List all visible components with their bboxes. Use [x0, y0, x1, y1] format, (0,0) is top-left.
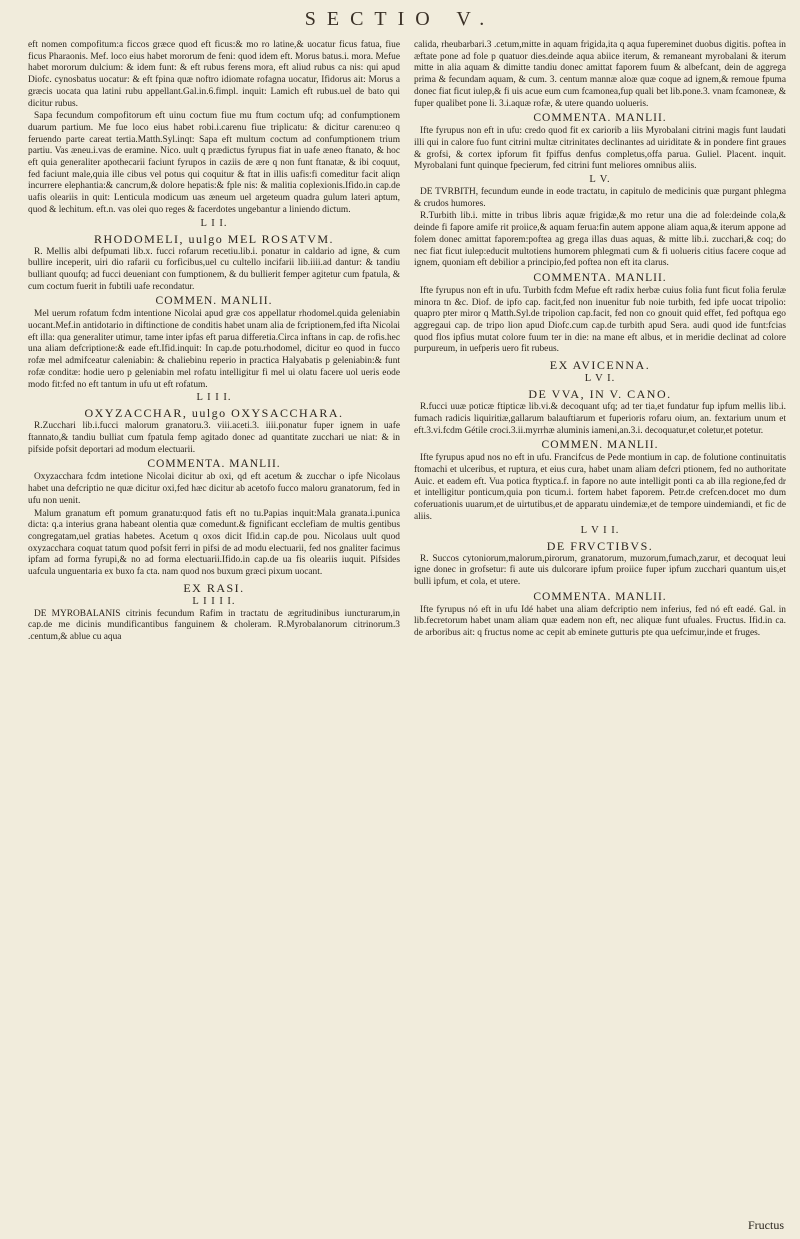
left-column	[28, 40, 400, 645]
paragraph: Malum granatum eft pomum granatu:quod fatis eft no tu.Papias inquit:Mala granata.i.punica dicta: q.a interius grana habeant olentia quæ comedunt.& fignificant ecclefiam de multis gentibus congregatam,uel gratias habetes. Acetum q oxos dicit Ifid.in cap.de pou. Nicolaus uult quod oxyzacchara coquat tatum quod pofsit ferri in pifsi de ad modu electuarii, fed nos gnaliter facimus ipfam ad forma fyrupi,& no ad forma electuarii.Ifido.in cap.de ua fis oleariis iuquit. Pifsides uafcula unguentaria ex buxo fa cta. nam quod nos buxum græci pixum uocant.	[28, 508, 400, 578]
section-number: L I I.	[200, 217, 228, 229]
paragraph: Ifte fyrupus nó eft in ufu Idé habet una aliam defcriptio nem inferius, fed nó eft eadé. Gal. in lib.fecretorum habet unam aliam quæ eadem non eft, nec aliquæ funt ufuales. Fructus. Ifid.in ca. de arboribus ait: q fructus nome ac cepit ab eminete gutturis pte qua uefcimur,inde et fruges.	[414, 604, 786, 639]
section-number: L V I I.	[580, 524, 620, 536]
paragraph: R.Turbith lib.i. mitte in tribus libris aquæ frigidæ,& mo retur una die ad fole:deinde cola,& deinde fi fapore amife rit proiice,& aquam ferua:fin autem appone aliam aqua,& iterum appone ad folem donec amittat faporem:poftea ag grega illas duas aquas, & mitte lib.i. zucchari,& coq; do nec fiat ficut iulep:educit multotiens humorem phlegmati cum & fi uolueris citius facere coque ad ignem, quoniam eft debilior a principio,fed poftea non eft ita clarus.	[414, 211, 786, 269]
section-heading: DE FRVCTIBVS.	[546, 538, 654, 553]
paragraph: Ifte fyrupus non eft in ufu. Turbith fcdm Mefue eft radix herbæ cuius folia funt ficut folia ferulæ minora tn &c. Diof. de ipfo cap. facit,fed non inuenitur fub noie turbith, fed ipfe uocat tripolio: quapro pter miror q Matth.Syl.de tripolion cap.facit, fed non co gnouit quid effet, fed poftqua ego aggregaui cap. de tripo lion apud Diofc.cum cap.de turbith apud Sera. audi quod ide funt:fcias quod flos ipfius mutat colore fuum ter in die: na mane eft albus, et in meridie declinat ad colore purpureum, in uefperis uero fit rubeus.	[414, 285, 786, 355]
commentary-heading: COMMEN. MANLII.	[541, 439, 659, 452]
paragraph: calida, rheubarbari.3 .cetum,mitte in aquam frigida,ita q aqua fupereminet duobus digitis. poftea in æftate pone ad fole p quatuor dies.deinde aqua abiice iterum, & remaneant myrobalani & iterum mitte in alia aquam & dimitte tandiu donec amittat faporem fuum & albefcant, dein de aggrega prima & fecundam aquam, & cum. 3. centum mannæ aloæ quæ coque ad ignem,& remoue fpuma donec fiat ficut iulep,& fi uis acue eum cum fcamonea,fup quali bet lib.pone.3. vnam fcamoneæ, & fuper qualibet pone li. 3.i.aquæ rofæ, & utere quando uolueris.	[414, 40, 787, 109]
section-number: L V.	[589, 174, 611, 186]
commentary-heading: COMMENTA. MANLII.	[533, 590, 667, 603]
section-heading: RHODOMELI, uulgo MEL ROSATVM.	[93, 231, 335, 246]
catchword: Fructus	[748, 1218, 784, 1232]
commentary-heading: COMMENTA. MANLII.	[533, 271, 667, 284]
commentary-heading: COMMENTA. MANLII.	[147, 458, 281, 471]
commentary-heading: COMMENTA. MANLII.	[533, 112, 667, 125]
section-heading: OXYZACCHAR, uulgo OXYSACCHARA.	[84, 406, 344, 421]
paragraph: R. Succos cytoniorum,malorum,pirorum, granatorum, muzorum,fumach,zarur, et decoquat leui igne donec in grofsetur: fi aute uis dulcorare ipfum proiice fuper ipfum zucchari quantum uis,et bulli ipfum, et cola, et utere.	[414, 553, 786, 587]
paragraph: DE MYROBALANIS citrinis fecundum Rafim in tractatu de ægritudinibus iuncturarum,in cap.de me dicinis mundificantibus fanguinem & choleram. R.Myrobalanorum citrinorum.3 .centum,& ablue cu aqua	[28, 608, 400, 643]
paragraph: Ifte fyrupus apud nos no eft in ufu. Francifcus de Pede montium in cap. de folutione continuitatis ftomachi et ulceribus, et ruptura, et eius cura, habet unam aliam defcri ptionem, fed no authoritate Auic. et eadem eft. Vua potica ftyptica.f. in fapore no aute intelligit ponti ca ab illa regione,fed dr et intelligitur ponticum,quia pon ticum.i. fortem habet faporem. Petr.de crefcen.docet mo dum coferuationis uuarum,et de uirtutibus,et de apparatu uindemiæ,et de tempore uindemiandi, et fic de aliis.	[414, 453, 786, 522]
running-head: SECTIO V.	[304, 8, 496, 30]
paragraph: Ifte fyrupus non eft in ufu: credo quod fit ex cariorib a liis Myrobalani citrini magis funt laudati illi qui in calore fuo funt citrini multæ citrinitates declinantes ad uiriditate & in pondere fint graues & grofsi, & cortex ipforum fit fpiffus denfus completus,offa parua. Guliel. Placent. inquit. Myrobalani funt quinque fpecierum, fed citrini funt meliores omnibus aliis.	[414, 126, 786, 172]
section-heading: EX RASI.	[183, 580, 245, 595]
paragraph: Sapa fecundum compofitorum eft uinu coctum fiue mu ftum coctum ufq; ad confumptionem duarum partium. Me fue loco eius habet robi.i.carenu fiue triplicatu: & dicitur carenu:eo q feruendo parte careat tertia.Matth.Syl.inqt: Sapa eft multum coctum ad confumptionem trium partiu. Vas æneu.i.vas de eramine. Nico. uult q prædictus fyrupus fiat in uafe æneo ftanato, & hoc eft quia generaliter apothecarii faciunt fyrupos in caziis de ære q non funt ftanatæ, & ibi coquut, fed faciunt male,quia ille cibus vel potus qui coquitur & ftat in illis uafis:fi comeditur facit aliqn incurrere elephantia:& cancrum,& dolore hepatis:& fple nis: & malitia coplexionis.Ifido.in cap.de uafis oleariis in quit: Lenticula modicum uas æneum uel argeteum quadra gulum lateri aptum, quod & lechitum. eft.n. vas olei quo reges & facerdotes ungebantur a liniendo dictum.	[28, 111, 400, 215]
paragraph: R.Zucchari lib.i.fucci malorum granatoru.3. viii.aceti.3. iiii.ponatur fuper ignem in uafe ftannato,& tandiu bulliat cum fpatula femp agitado donec ad quantitate zucchari ue niat: & in pifside pofsit deportari ad modum electuarii.	[28, 421, 400, 455]
paragraph: Mel uerum rofatum fcdm intentione Nicolai apud græ cos appellatur rhodomel.quida geleniabin uocant.Mef.in antidotario in diftinctione de conditis habet unam alia de fcriptionem,fed ifta Nicolai eft illa: qua generaliter utimur, tame inter ipfas eft parua differetia.Circa inftans in cap. de rofis.hec una aliam defcriptione:& eade eft.Ifid.inquit: In cap.de potu.rhodomel, dicitur eo quod in fucco rofæ mel admifceatur caleniabin: & chaliebinu reperio in practica Halyabatis p geleniabin:& funt rofæ conditæ: hodie uero p geleniabin mel rofatu intelligitur fi mel ui olatu facere uol ueris eode modo fit:fed no eft tantum in ufu ut eft rofatum.	[28, 309, 401, 390]
commentary-heading: COMMEN. MANLII.	[155, 295, 273, 308]
section-number: L I I I I.	[192, 595, 236, 607]
section-heading: DE VVA, IN V. CANO.	[528, 387, 672, 402]
section-heading: EX AVICENNA.	[549, 358, 651, 373]
paragraph: Oxyzacchara fcdm intetione Nicolai dicitur ab oxi, qd eft acetum & zucchar o ipfe Nicolaus habet una defcriptio ne quæ dicitur oxi,fed hæc dicitur ab acetofo fucco maloru granatorum, fed in ufu non uenit.	[28, 472, 400, 506]
paragraph: R.fucci uuæ poticæ ftipticæ lib.vi.& decoquant ufq; ad ter tia,et fundatur fup ipfum mellis lib.i. fumach radicis liquiritiæ,gallarum balauftiarum et fuperioris rofaru oium, an. fextarium unum et eft.3.vi.fcdm Gétile croci.3.ii.myrrhæ aluminis iameni,an.3.i. decoquatur,et coletur,et potetur.	[414, 402, 786, 436]
paragraph: DE TVRBITH, fecundum eunde in eode tractatu, in capitulo de medicinis quæ purgant phlegma & crudos humores.	[414, 187, 786, 209]
section-number: L I I I.	[196, 392, 232, 404]
paragraph: eft nomen compofitum:a ficcos græce quod eft ficus:& mo ro latine,& uocatur ficus fatua, fiue ficus Pharaonis. Mef. loco eius habet mororum de feni: quod idem eft. Morus batus.i. mora. Mefue habet mororum dulcium: & idem funt: & eft rubus ferens mora, eft aliud rubus ca nis: qui apud Diofc. cynosbatus uocatur: & eft fpina quæ noftro idiomate rofagna uocatur, Ifidorus ait: Morus a græcis uocata qua latini rubu appellant.Gal.in.6.fimpl. inquit: Lamich eft rubus.uel de bato qui dicitur rubus.	[28, 40, 400, 109]
right-column	[414, 40, 786, 641]
paragraph: R. Mellis albi defpumati lib.x. fucci rofarum recetiu.lib.i. ponatur in caldario ad igne, & cum bullire inceperit, uiri dio rafarii cu forficibus,uel cu cultello incifarii lib.iiii.ad dantur: & tandiu bulliant quoufq; ad fucci deueniant con fumptionem, & du bullierit femper agitetur cum fpatula, & cum coctum fuerit in fubtili uafe recondatur.	[28, 246, 400, 292]
section-number: L V I.	[584, 373, 616, 385]
